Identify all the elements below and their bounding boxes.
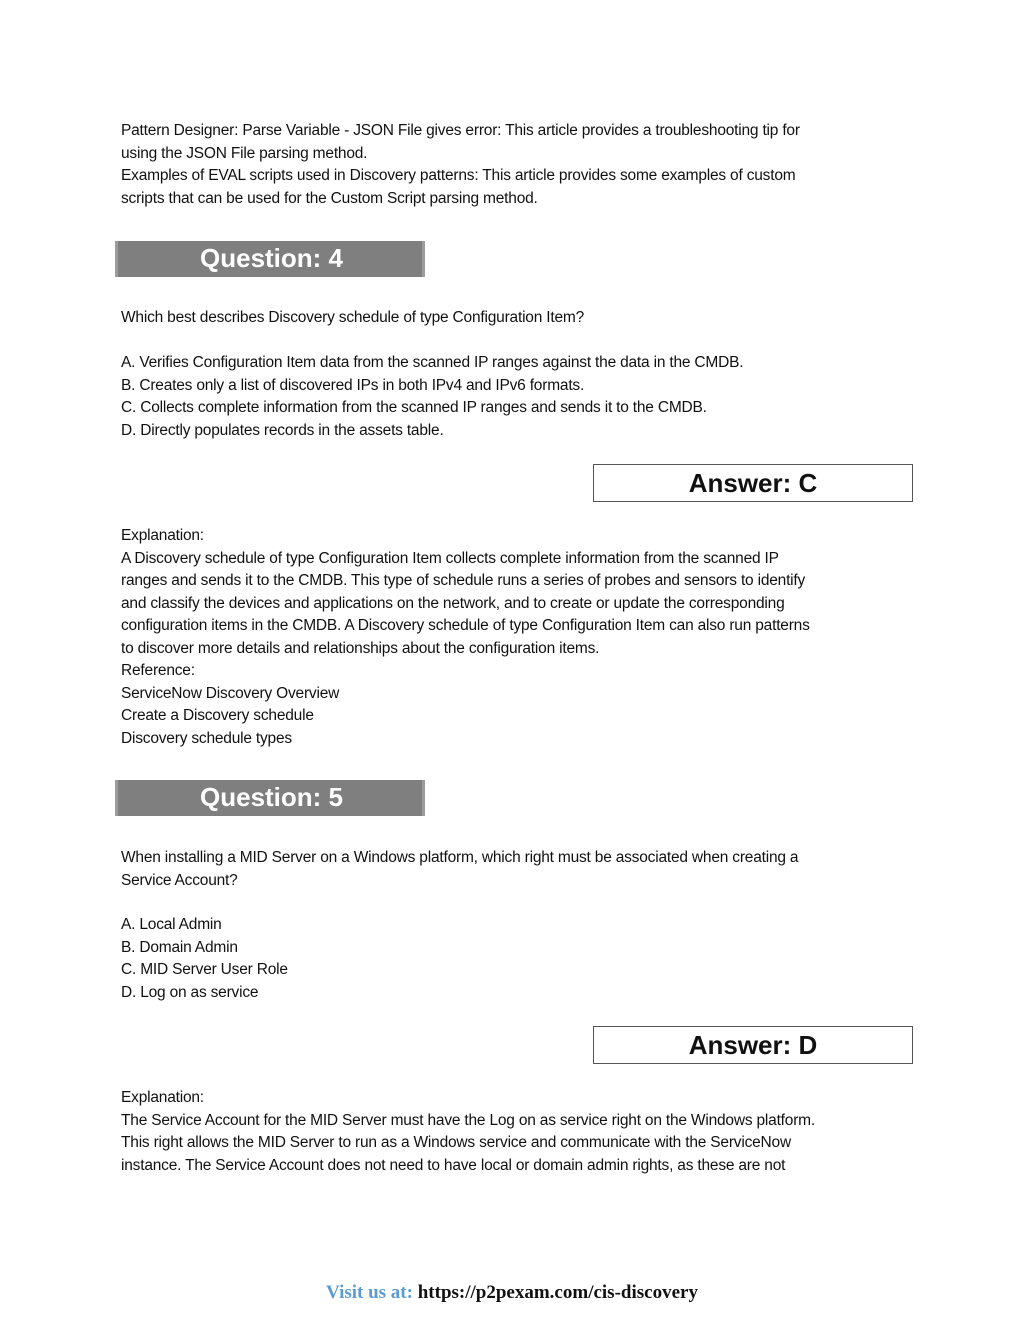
option-a: A. Verifies Configuration Item data from the scanned IP ranges against the data in the CMDB. [121,354,744,371]
intro-line: Pattern Designer: Parse Variable - JSON File gives error: This article provides a troubleshooting tip for [121,122,800,139]
explanation-line: A Discovery schedule of type Configuration Item collects complete information from the scanned IP [121,549,779,567]
intro-text [121,120,800,210]
intro-line: scripts that can be used for the Custom Script parsing method. [121,189,538,207]
answer-5-box [593,1026,913,1064]
explanation-line: configuration items in the CMDB. A Discovery schedule of type Configuration Item can also run patterns [121,617,810,634]
question-4-prompt: Which best describes Discovery schedule of type Configuration Item? [121,309,585,326]
answer-4-box [593,464,913,502]
question-5-title: Question: 5 [200,782,344,812]
explanation-line: Explanation: [121,527,204,544]
explanation-line: to discover more details and relationships about the configuration items. [121,639,600,657]
option-b: B. Domain Admin [121,938,238,956]
answer-4: Answer: C [688,468,818,498]
footer-label: Visit us at: [326,1282,413,1303]
option-d: D. Directly populates records in the assets table. [121,421,444,439]
reference-item: Discovery schedule types [121,729,292,747]
option-b: B. Creates only a list of discovered IPs in both IPv4 and IPv6 formats. [121,376,585,394]
intro-line: Examples of EVAL scripts used in Discovery patterns: This article provides some examples of custom [121,167,796,184]
explanation-line: instance. The Service Account does not need to have local or domain admin rights, as these are not [121,1156,786,1174]
question-5-text [121,847,798,892]
footer-url-link[interactable]: https://p2pexam.com/cis-discovery [417,1282,698,1303]
intro-line: using the JSON File parsing method. [121,144,368,162]
question-5-options [121,914,288,1004]
question-4-title: Question: 4 [200,243,344,273]
option-c: C. Collects complete information from the scanned IP ranges and sends it to the CMDB. [121,399,707,416]
question-4-heading [115,241,425,277]
option-d: D. Log on as service [121,983,259,1001]
question-4-explanation [121,525,810,750]
option-c: C. MID Server User Role [121,961,288,978]
answer-5: Answer: D [688,1030,818,1060]
question-4-text [121,307,584,330]
explanation-line: This right allows the MID Server to run as a Windows service and communicate with the ServiceNow [121,1134,791,1151]
question-5-heading [115,780,425,816]
explanation-line: The Service Account for the MID Server must have the Log on as service right on the Windows platform. [121,1111,815,1129]
option-a: A. Local Admin [121,916,222,933]
reference-item: Create a Discovery schedule [121,707,314,724]
reference-label: Reference: [121,662,195,679]
question-5-prompt: Service Account? [121,871,238,889]
question-5-prompt: When installing a MID Server on a Windows platform, which right must be associated when creating a [121,849,799,866]
explanation-line: Explanation: [121,1089,204,1106]
question-4-options [121,352,743,442]
question-5-explanation [121,1087,815,1177]
explanation-line: and classify the devices and applications on the network, and to create or update the corresponding [121,594,785,612]
footer [0,1282,1024,1304]
explanation-line: ranges and sends it to the CMDB. This type of schedule runs a series of probes and sensors to identify [121,572,806,589]
reference-item: ServiceNow Discovery Overview [121,684,340,702]
